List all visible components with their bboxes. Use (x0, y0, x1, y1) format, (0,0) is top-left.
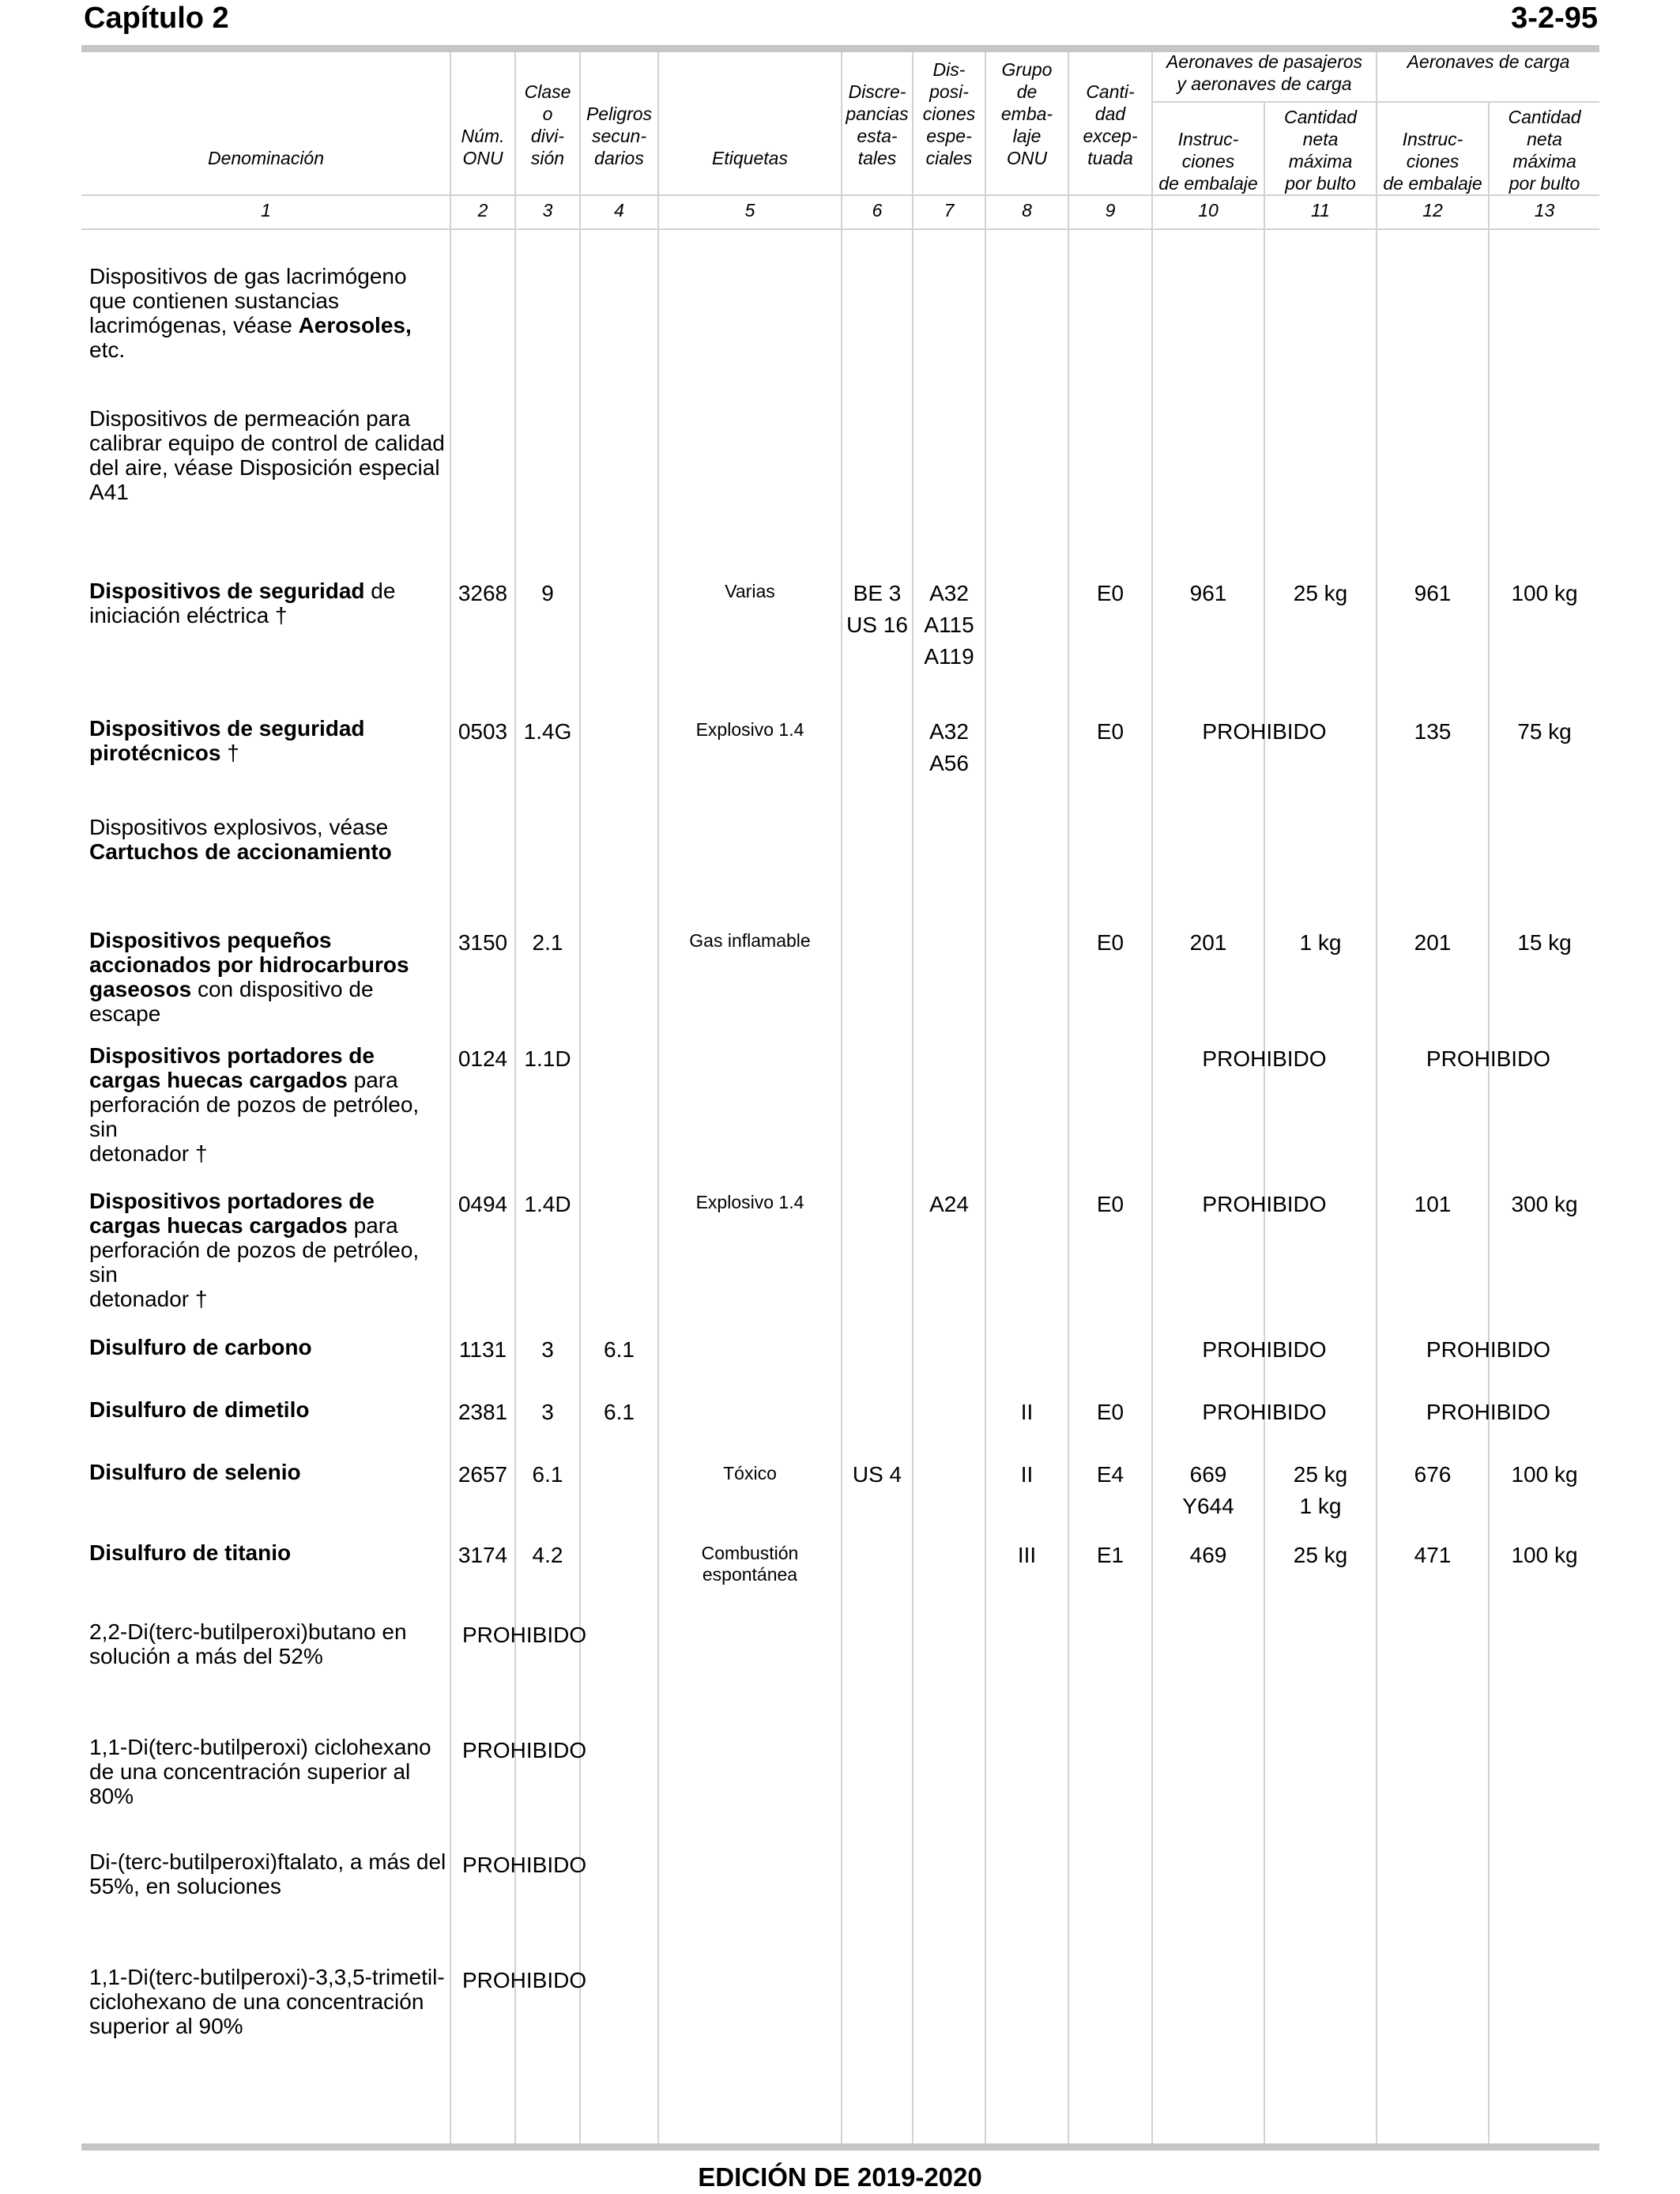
entry-name: 2,2-Di(terc-butilperoxi)butano en solución a más del 52% (89, 1619, 407, 1668)
group-header-passenger-aircraft: Aeronaves de pasajeros y aeronaves de carga (1166, 51, 1363, 94)
un-number: 3174 (458, 1543, 508, 1567)
packing-instruction-passenger: 469 (1189, 1543, 1227, 1567)
forbidden-status: PROHIBIDO (462, 1968, 587, 1992)
column-divider (1264, 103, 1265, 2143)
column-divider (450, 52, 451, 2143)
special-provisions: A32 A56 (929, 719, 969, 775)
packing-group: III (1017, 1543, 1037, 1567)
column-divider (657, 52, 659, 2143)
col-number: 6 (872, 200, 883, 221)
class-division: 4.2 (532, 1543, 563, 1567)
label: Gas inflamable (689, 930, 811, 951)
excepted-quantity: E0 (1096, 1192, 1124, 1216)
entry-name: Dispositivos de seguridad de iniciación eléctrica † (89, 579, 396, 628)
page-number: 3-2-95 (1511, 2, 1598, 35)
special-provisions: A32 A115 A119 (924, 581, 974, 669)
passenger-prohibited: PROHIBIDO (1202, 1337, 1327, 1362)
column-divider (841, 52, 842, 2143)
class-division: 2.1 (532, 930, 563, 955)
packing-instruction-cargo: 471 (1414, 1543, 1452, 1567)
class-division: 1.1D (524, 1046, 571, 1071)
col-header-cantidad-pasajeros: Cantidad neta máxima por bulto (1283, 107, 1358, 194)
un-number: 2657 (458, 1462, 508, 1487)
un-number: 3150 (458, 930, 508, 955)
col-number: 7 (944, 200, 955, 221)
col-number: 9 (1105, 200, 1116, 221)
passenger-prohibited: PROHIBIDO (1202, 1400, 1327, 1424)
entry-name: Dispositivos portadores de cargas huecas cargados para perforación de pozos de petróleo, sin detonador † (89, 1043, 420, 1166)
max-quantity-cargo: 100 kg (1511, 1462, 1578, 1487)
col-header-instrucciones-pasajeros: Instruc- ciones de embalaje (1158, 129, 1258, 194)
group-header-cargo-aircraft: Aeronaves de carga (1407, 51, 1570, 72)
max-quantity-cargo: 300 kg (1511, 1192, 1578, 1216)
col-number: 4 (614, 200, 624, 221)
column-divider (985, 52, 986, 2143)
class-division: 9 (541, 581, 554, 605)
label: Combustión espontánea (701, 1543, 799, 1585)
excepted-quantity: E0 (1096, 1400, 1124, 1424)
col-number: 1 (261, 200, 271, 221)
packing-instruction-passenger: 201 (1189, 930, 1227, 955)
packing-instruction-cargo: 201 (1414, 930, 1452, 955)
col-header-denominacion: Denominación (207, 148, 325, 168)
packing-instruction-cargo: 961 (1414, 581, 1452, 605)
max-quantity-cargo: 100 kg (1511, 1543, 1578, 1567)
un-number: 0124 (458, 1046, 508, 1071)
col-number: 2 (477, 200, 488, 221)
subsidiary-hazard: 6.1 (604, 1337, 635, 1362)
col-number: 8 (1022, 200, 1032, 221)
col-number: 5 (744, 200, 755, 221)
edition-footer: EDICIÓN DE 2019-2020 (698, 2162, 982, 2192)
state-variations: US 4 (852, 1462, 902, 1487)
passenger-prohibited: PROHIBIDO (1202, 1192, 1327, 1216)
excepted-quantity: E4 (1096, 1462, 1124, 1487)
column-divider (1068, 52, 1069, 2143)
column-divider (579, 52, 581, 2143)
un-number: 0494 (458, 1192, 508, 1216)
entry-name: Di-(terc-butilperoxi)ftalato, a más del 55%, en soluciones (89, 1849, 446, 1898)
max-quantity-cargo: 75 kg (1517, 719, 1572, 744)
col-header-instrucciones-carga: Instruc- ciones de embalaje (1383, 129, 1482, 194)
entry-name: Dispositivos pequeños accionados por hidrocarburos gaseosos con dispositivo de escape (89, 928, 409, 1026)
entry-name: Disulfuro de dimetilo (89, 1397, 310, 1422)
packing-group: II (1020, 1462, 1034, 1487)
col-header-peligros: Peligros secun- darios (586, 104, 653, 168)
packing-instruction-cargo: 101 (1414, 1192, 1452, 1216)
col-number: 12 (1422, 200, 1443, 221)
col-header-disposiciones: Dis- posi- ciones espe- ciales (922, 59, 976, 168)
cargo-prohibited: PROHIBIDO (1426, 1337, 1551, 1362)
col-header-etiquetas: Etiquetas (712, 148, 788, 168)
col-number: 13 (1534, 200, 1555, 221)
col-number: 3 (542, 200, 553, 221)
bottom-rule (81, 2143, 1599, 2151)
passenger-prohibited: PROHIBIDO (1202, 1046, 1327, 1071)
excepted-quantity: E0 (1096, 581, 1124, 605)
col-number: 10 (1198, 200, 1219, 221)
entry-name: 1,1-Di(terc-butilperoxi)-3,3,5-trimetil- ciclohexano de una concentración superior al 90% (89, 1965, 445, 2038)
special-provisions: A24 (929, 1192, 969, 1216)
un-number: 3268 (458, 581, 508, 605)
entry-name: Dispositivos de gas lacrimógeno que contienen sustancias lacrimógenas, véase Aerosoles, etc. (89, 264, 412, 362)
forbidden-status: PROHIBIDO (462, 1623, 587, 1647)
col-header-cantidad-exceptuada: Canti- dad excep- tuada (1083, 81, 1138, 168)
class-division: 3 (541, 1400, 554, 1424)
class-division: 3 (541, 1337, 554, 1362)
max-quantity-cargo: 100 kg (1511, 581, 1578, 605)
group-header-divider (1151, 101, 1599, 103)
cargo-prohibited: PROHIBIDO (1426, 1400, 1551, 1424)
column-number-divider (81, 228, 1599, 230)
column-divider (1376, 52, 1377, 2143)
excepted-quantity: E1 (1096, 1543, 1124, 1567)
packing-instruction-passenger: 669 Y644 (1182, 1462, 1234, 1518)
excepted-quantity: E0 (1096, 930, 1124, 955)
max-quantity-passenger: 25 kg (1293, 1543, 1348, 1567)
col-number: 11 (1311, 200, 1330, 221)
packing-instruction-cargo: 676 (1414, 1462, 1452, 1487)
column-divider (1151, 52, 1153, 2143)
subsidiary-hazard: 6.1 (604, 1400, 635, 1424)
forbidden-status: PROHIBIDO (462, 1853, 587, 1877)
label: Explosivo 1.4 (695, 1192, 804, 1212)
entry-name: Disulfuro de titanio (89, 1540, 292, 1565)
class-division: 1.4D (524, 1192, 571, 1216)
max-quantity-passenger: 25 kg (1293, 581, 1348, 605)
class-division: 6.1 (532, 1462, 563, 1487)
state-variations: BE 3 US 16 (846, 581, 908, 637)
entry-name: Dispositivos portadores de cargas huecas cargados para perforación de pozos de petróleo, sin detonador † (89, 1189, 420, 1311)
entry-name: Disulfuro de carbono (89, 1335, 312, 1359)
entry-name: Dispositivos de seguridad pirotécnicos † (89, 716, 365, 765)
label: Explosivo 1.4 (695, 719, 804, 740)
entry-name: 1,1-Di(terc-butilperoxi) ciclohexano de una concentración superior al 80% (89, 1735, 431, 1808)
packing-instruction-cargo: 135 (1414, 719, 1452, 744)
packing-group: II (1020, 1400, 1034, 1424)
max-quantity-cargo: 15 kg (1517, 930, 1572, 955)
max-quantity-passenger: 1 kg (1299, 930, 1342, 955)
un-number: 2381 (458, 1400, 508, 1424)
col-header-cantidad-carga: Cantidad neta máxima por bulto (1508, 107, 1581, 194)
un-number: 1131 (458, 1337, 507, 1362)
entry-name: Dispositivos de permeación para calibrar equipo de control de calidad del aire, véase Disposición especial A41 (89, 406, 445, 504)
label: Tóxico (723, 1463, 777, 1483)
chapter-title: Capítulo 2 (84, 2, 229, 35)
label: Varias (725, 581, 775, 601)
col-header-grupo-embalaje: Grupo de emba- laje ONU (1000, 59, 1053, 168)
packing-instruction-passenger: 961 (1189, 581, 1227, 605)
forbidden-status: PROHIBIDO (462, 1738, 587, 1762)
excepted-quantity: E0 (1096, 719, 1124, 744)
column-divider (1488, 103, 1490, 2143)
col-header-clase: Clase o divi- sión (524, 81, 571, 168)
entry-name: Dispositivos explosivos, véase Cartuchos de accionamiento (89, 815, 392, 864)
column-divider (912, 52, 913, 2143)
entry-name: Disulfuro de selenio (89, 1460, 301, 1484)
un-number: 0503 (458, 719, 508, 744)
passenger-prohibited: PROHIBIDO (1202, 719, 1327, 744)
column-divider (514, 52, 516, 2143)
col-header-num-onu: Núm. ONU (461, 126, 505, 168)
class-division: 1.4G (523, 719, 572, 744)
header-divider (81, 194, 1599, 196)
max-quantity-passenger: 25 kg 1 kg (1293, 1462, 1348, 1518)
cargo-prohibited: PROHIBIDO (1426, 1046, 1551, 1071)
col-header-discrepancias: Discre- pancias esta- tales (846, 81, 909, 168)
